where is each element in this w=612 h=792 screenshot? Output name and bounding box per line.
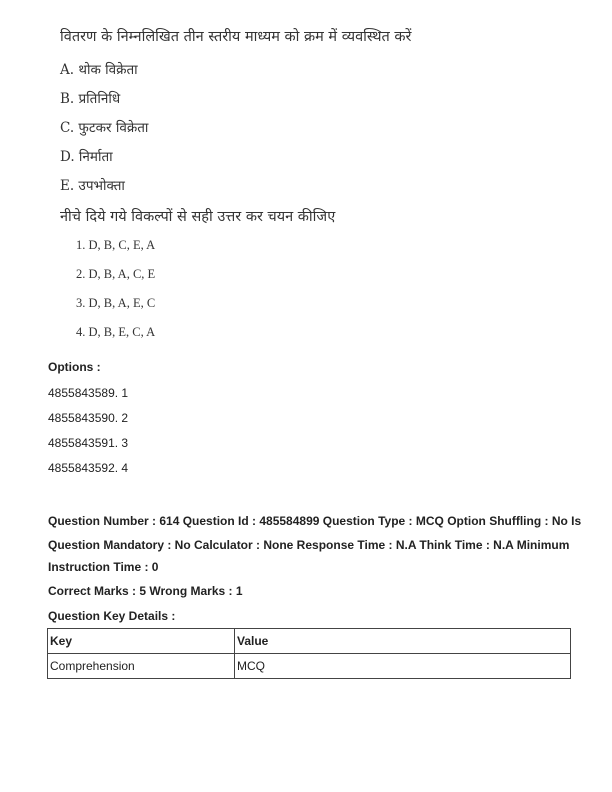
question-text: वितरण के निम्नलिखित तीन स्तरीय माध्यम को क्रम में व्यवस्थित करें [60,29,412,45]
answer-choice-4: 4. D, B, E, C, A [76,325,156,339]
question-meta-line-2: Question Mandatory : No Calculator : None Response Time : N.A Think Time : N.A Minimum [48,538,570,552]
table-header-row [48,629,571,654]
answer-choice-3: 3. D, B, A, E, C [76,296,156,310]
table-row [48,654,571,679]
key-details-table [47,628,571,679]
option-id-2: 4855843590. 2 [48,411,129,425]
question-item-d: D. निर्माता [60,149,113,165]
option-id-4: 4855843592. 4 [48,461,129,475]
table-header-value: Value [235,629,571,654]
table-cell-key: Comprehension [48,654,235,679]
answer-choice-1: 1. D, B, C, E, A [76,238,156,252]
question-item-b: B. प्रतिनिधि [60,91,121,107]
question-item-a: A. थोक विक्रेता [60,62,138,78]
options-heading: Options : [48,360,101,374]
question-meta-line-3: Instruction Time : 0 [48,560,159,574]
table-header-key: Key [48,629,235,654]
option-id-1: 4855843589. 1 [48,386,129,400]
key-details-heading: Question Key Details : [48,609,176,623]
question-instruction: नीचे दिये गये विकल्पों से सही उत्तर कर चयन कीजिए [60,209,336,225]
marks-line: Correct Marks : 5 Wrong Marks : 1 [48,584,243,598]
question-meta-line-1: Question Number : 614 Question Id : 485584899 Question Type : MCQ Option Shuffling : No Is [48,514,582,528]
question-item-c: C. फुटकर विक्रेता [60,120,149,136]
option-id-3: 4855843591. 3 [48,436,129,450]
answer-choice-2: 2. D, B, A, C, E [76,267,156,281]
table-cell-value: MCQ [235,654,571,679]
question-item-e: E. उपभोक्ता [60,178,125,194]
